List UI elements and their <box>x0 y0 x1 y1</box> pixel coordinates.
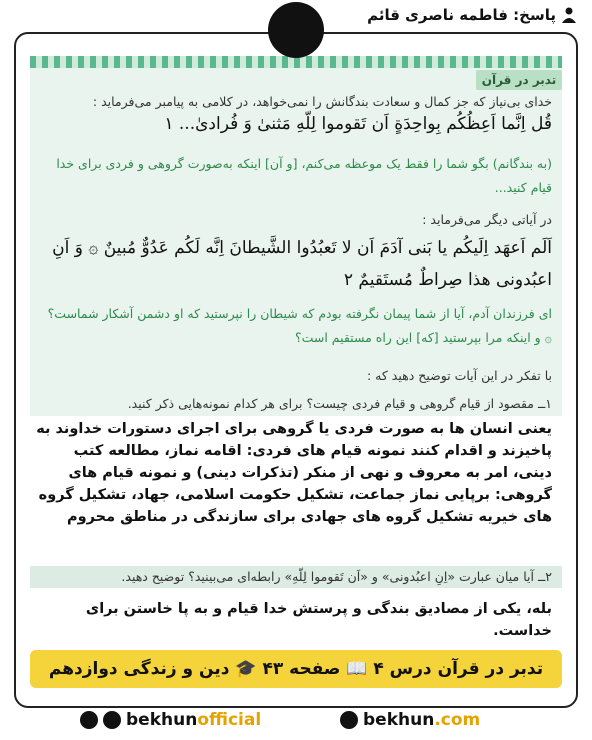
telegram-icon <box>80 711 98 729</box>
question-1: ۱ــ مقصود از قیام گروهی و قیام فردی چیست؟ برای هر کدام نمونه‌هایی ذکر کنید. <box>127 396 552 411</box>
logo <box>268 2 324 58</box>
lesson-banner-text: تدبر در قرآن درس ۴ 📖 صفحه ۴۳ 🎓 دین و زندگی دوازدهم <box>48 659 544 679</box>
footer-website[interactable] <box>340 710 480 730</box>
footer <box>0 704 592 740</box>
answer-1: یعنی انسان ها به صورت فردی یا گروهی برای اجرای دستورات خداوند به پاخیزند و اقدام کنند نمونه قیام های فردی: اقامه نماز، مطالعه کتب دینی، امر به معروف و نهی از منکر (تذکرات دینی) و نمونه قیام های گروهی: برپایی نماز جماعت، تشکیل حکومت اسلامی، جهاد، تشکیل گروه های خیریه تشکیل گروه های جهادی برای سازندگی در مناطق محروم <box>36 421 552 525</box>
answer-2: بله، یکی از مصادیق بندگی و پرستش خدا قیام و به پا خاستن برای خداست. <box>85 601 552 639</box>
instagram-icon <box>103 711 121 729</box>
social-handle: bekhunofficial <box>126 710 262 730</box>
arabic-verse-2: اَلَم اَعهَد اِلَیکُم یا بَنی آدَمَ اَن لا تَعبُدُوا الشَّیطانَ اِنَّه لَکُم عَدُوٌّ مُبینٌ ۞ وَ اَنِ اعبُدونی هذا صِراطٌ مُستَقیمٌ ۲ <box>52 238 552 290</box>
globe-icon <box>340 711 358 729</box>
book-line-2: در آیاتی دیگر می‌فرماید : <box>422 212 552 227</box>
section-title: تدبر در قرآن <box>476 70 562 90</box>
website-url: bekhun.com <box>363 710 481 730</box>
user-icon <box>562 7 576 23</box>
footer-social[interactable] <box>80 710 261 730</box>
answer-author-text: پاسخ: فاطمه ناصری قائم <box>367 6 556 24</box>
question-2: ۲ــ آیا میان عبارت «اِنِ اعبُدونی» و «اَن تَقوموا لِلّهِ» رابطه‌ای می‌بینید؟ توضیح دهید. <box>121 569 552 584</box>
book-line-1: خدای بی‌نیاز که جز کمال و سعادت بندگانش را نمی‌خواهد، در کلامی به پیامبر می‌فرماید : <box>92 94 552 109</box>
book-line-3: با تفکر در این آیات توضیح دهید که : <box>366 368 552 383</box>
lesson-banner <box>30 650 562 688</box>
answer-author <box>367 6 576 24</box>
translation-2: ای فرزندان آدم، آیا از شما پیمان نگرفته بودم که شیطان را نپرستید که او دشمن آشکار شماست؟ ۞ و اینکه مرا بپرستید [که] این راه مستقیم است؟ <box>47 306 552 345</box>
arabic-verse-1: قُل اِنَّما اَعِظُکُم بِواحِدَةٍ اَن تَقوموا لِلّهِ مَثنیٰ وَ فُرادیٰ... ۱ <box>164 114 552 134</box>
translation-1: (به بندگانم) بگو شما را فقط یک موعظه می‌کنم، [و آن] اینکه به‌صورت گروهی و فردی برای خدا قیام کنید... <box>56 156 552 195</box>
